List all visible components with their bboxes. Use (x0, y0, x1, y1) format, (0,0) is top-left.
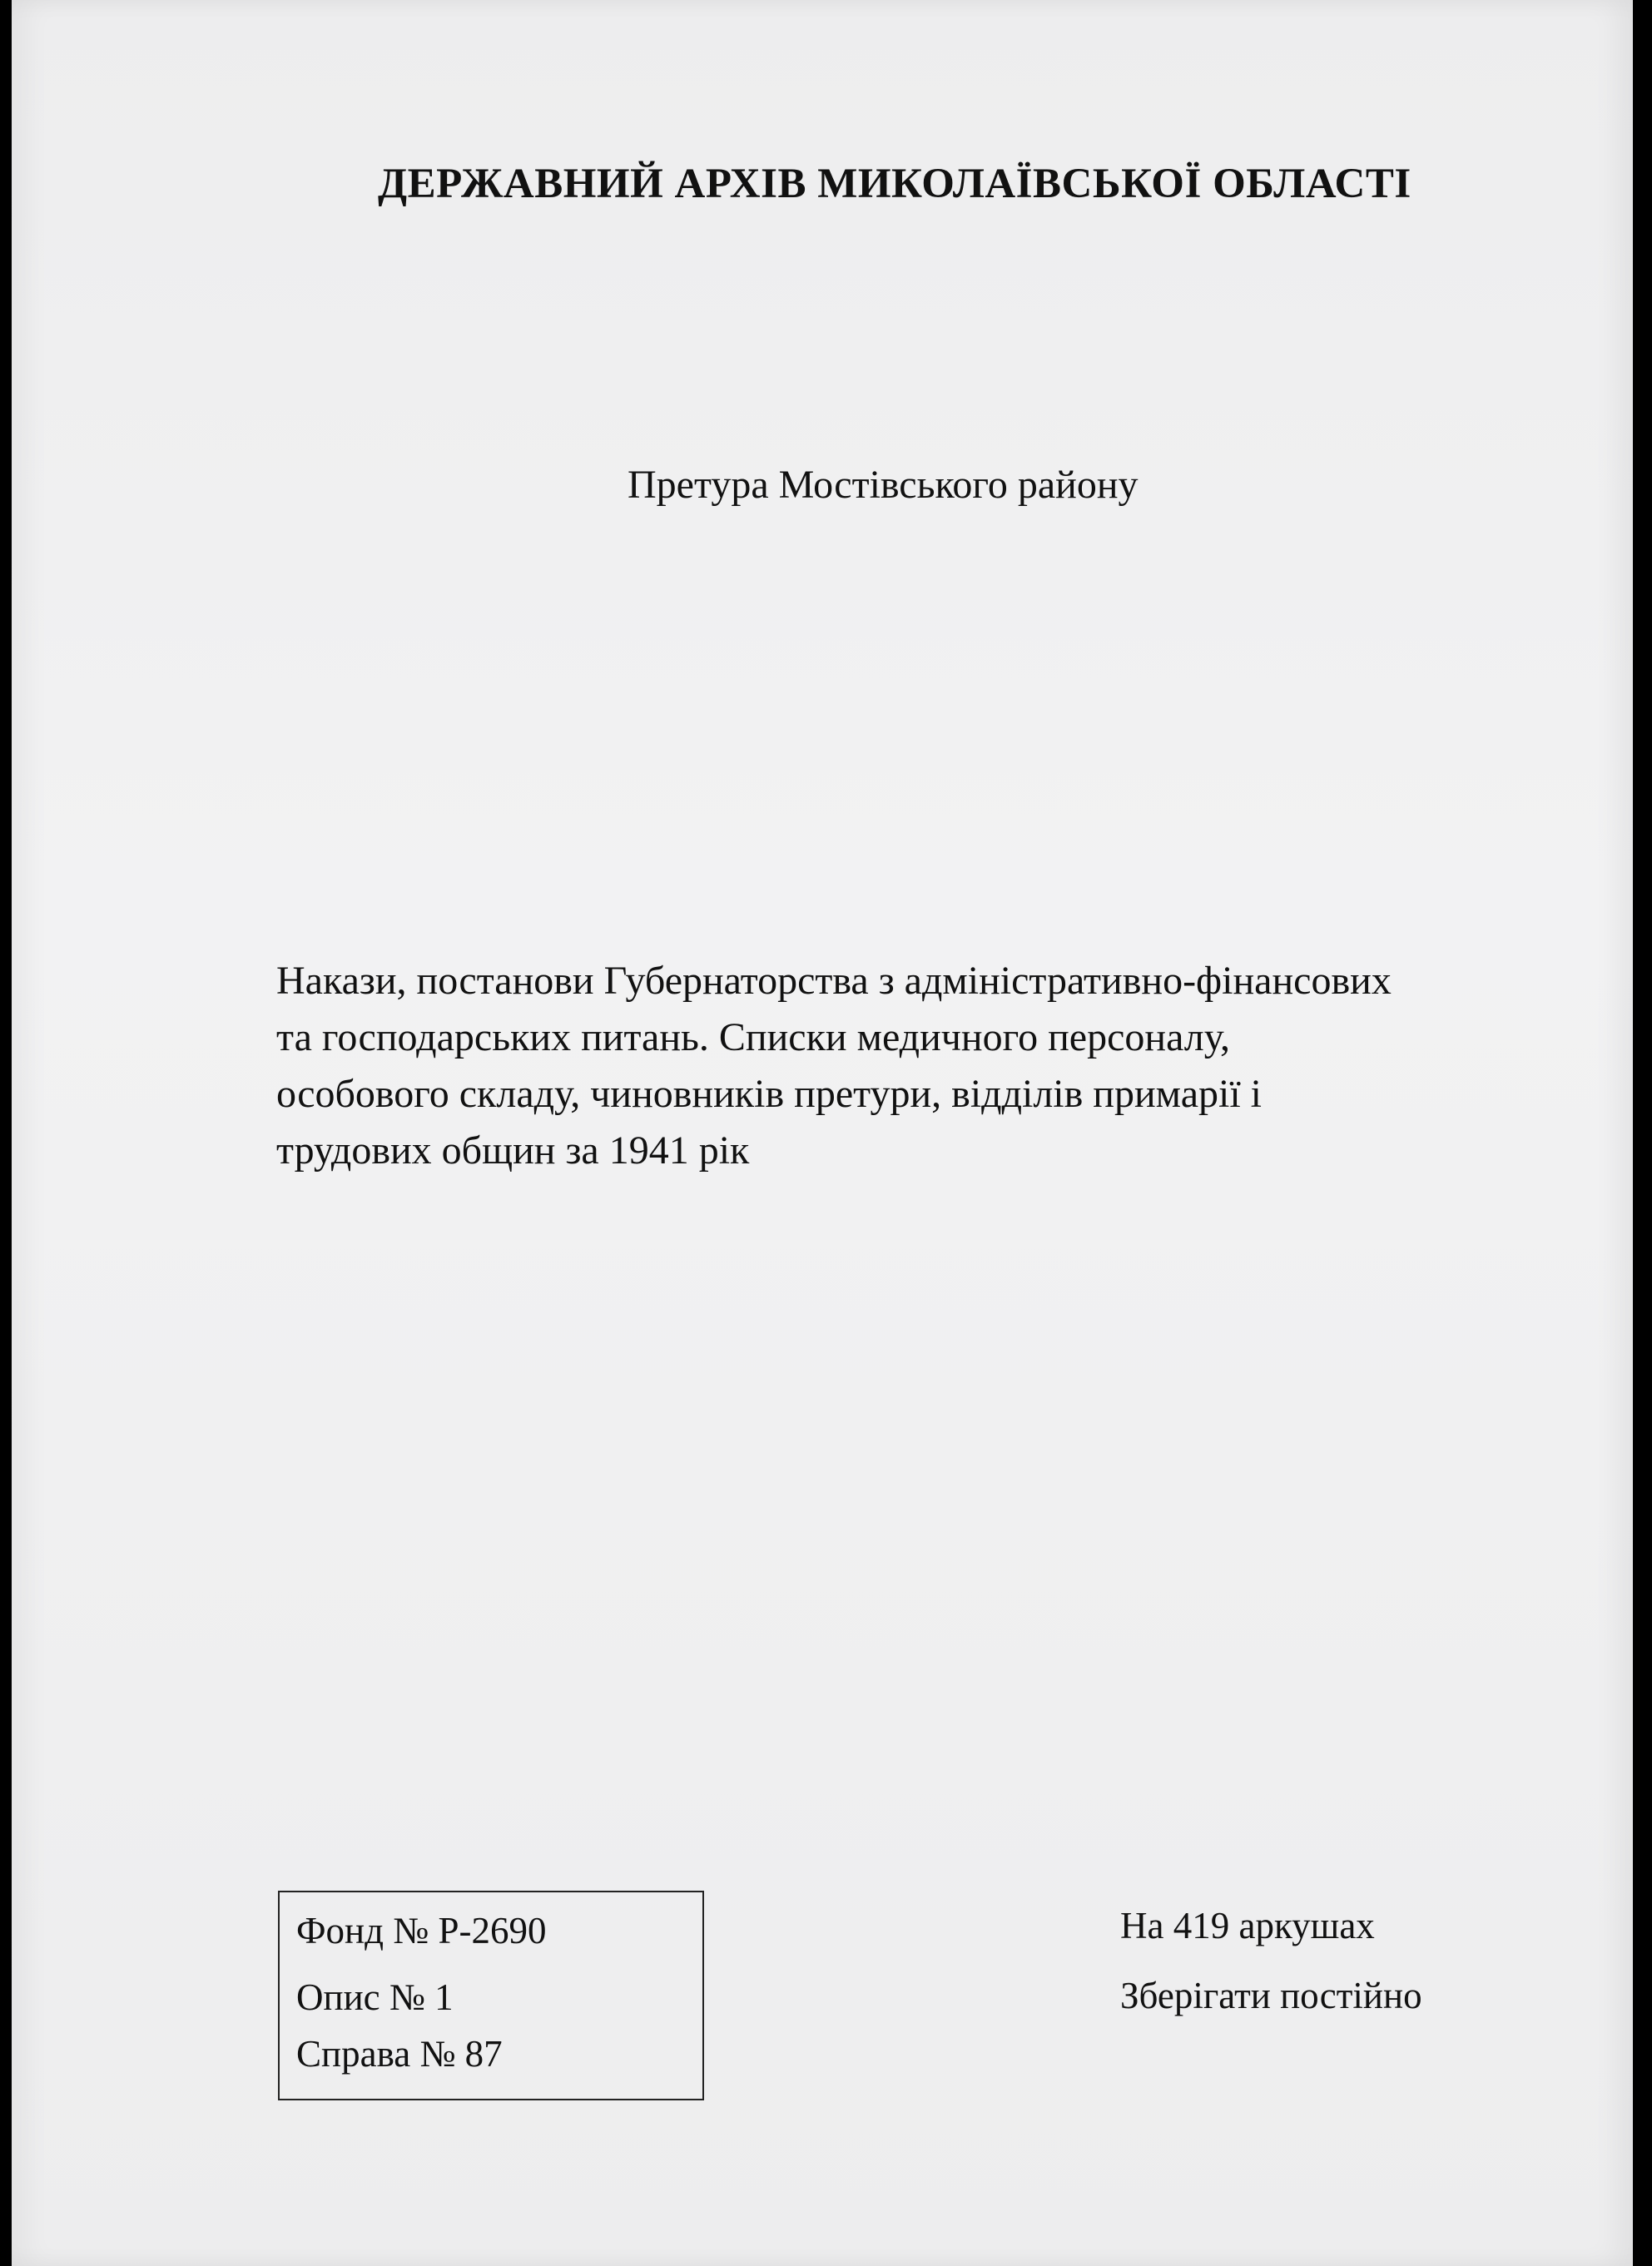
description-line: Накази, постанови Губернаторства з адміністративно-фінансових (276, 959, 1392, 1003)
description-line: та господарських питань. Списки медичного персоналу, (276, 1015, 1230, 1059)
retention-period: Зберігати постійно (1120, 1975, 1422, 2016)
fond-number: Фонд № Р-2690 (296, 1910, 547, 1951)
description-line: особового складу, чиновників претури, відділів примарії і (276, 1072, 1263, 1116)
archive-title: ДЕРЖАВНИЙ АРХІВ МИКОЛАЇВСЬКОЇ ОБЛАСТІ (378, 161, 1411, 207)
case-description (276, 953, 1541, 1179)
scan-edge (1634, 0, 1652, 2266)
record-info-box (278, 1891, 704, 2100)
fund-creator: Претура Мостівського району (628, 463, 1139, 507)
sheet-count: На 419 аркушах (1120, 1905, 1375, 1946)
document-page (12, 0, 1633, 2266)
sprava-number: Справа № 87 (296, 2033, 503, 2075)
opys-number: Опис № 1 (296, 1976, 454, 2018)
description-line: трудових общин за 1941 рік (276, 1128, 750, 1173)
